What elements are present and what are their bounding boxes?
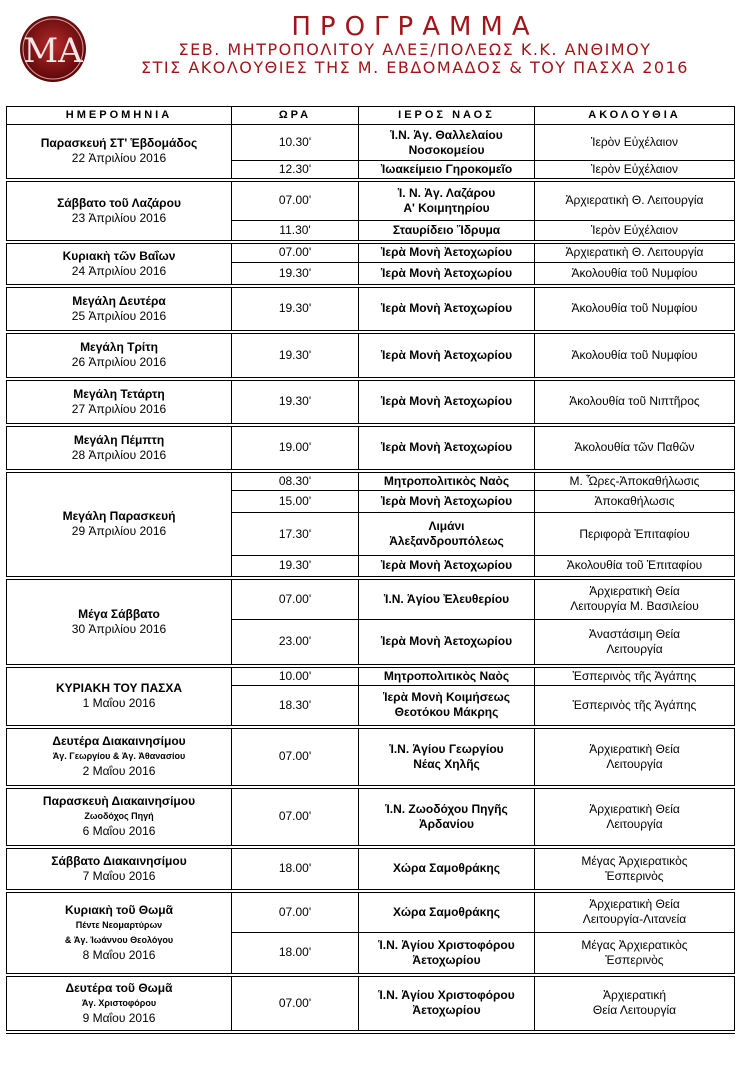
service-cell [535, 513, 735, 556]
church-line: Ἱ.Ν. Ἁγίου Γεωργίου [389, 741, 504, 756]
service-line: Ἀρχιερατικὴ Θ. Λειτουργία [565, 245, 704, 260]
day-name: Δευτέρα Διακαινησίμου [52, 734, 186, 748]
day-cell [7, 286, 232, 332]
table-row [7, 379, 735, 425]
service-cell [535, 686, 735, 727]
church-line: Ἱ.Ν. Ἁγίου Ἐλευθερίου [383, 591, 510, 606]
church-cell [359, 666, 535, 686]
service-line: Ἀναστάσιμη Θεία [588, 626, 681, 641]
day-feast: Ζωοδόχος Πηγή [84, 811, 154, 821]
time-cell: 19.30' [232, 332, 359, 379]
time-cell: 07.00' [232, 242, 359, 263]
time-cell: 07.00' [232, 180, 359, 221]
service-line: Ἑσπερινὸς [605, 952, 664, 967]
service-line: Μ. Ὧρες-Ἀποκαθήλωσις [569, 473, 700, 488]
day-name: Δευτέρα τοῦ Θωμᾶ [65, 980, 173, 995]
table-row [7, 847, 735, 891]
time-cell: 07.00' [232, 578, 359, 620]
church-line: Ἰωακείμειο Γηροκομεῖο [380, 161, 513, 176]
table-row [7, 242, 735, 263]
day-name: Μεγάλη Δευτέρα [72, 293, 166, 308]
day-cell [7, 975, 232, 1032]
church-cell [359, 221, 535, 242]
church-cell [359, 471, 535, 491]
church-cell [359, 975, 535, 1032]
church-line: Ἀλεξανδρουπόλεως [389, 534, 504, 548]
church-line: Σταυρίδειο Ἵδρυμα [392, 222, 501, 237]
day-date: 28 Ἀπριλίου 2016 [71, 447, 167, 462]
church-line: Θεοτόκου Μάκρης [394, 705, 499, 720]
service-line: Ἱερὸν Εὐχέλαιον [591, 135, 678, 149]
church-line: Ἱερὰ Μονὴ Ἀετοχωρίου [380, 301, 513, 315]
table-row [7, 286, 735, 332]
service-line: Λειτουργία Μ. Βασιλείου [570, 599, 699, 614]
day-cell [7, 471, 232, 578]
church-line: Ἱερὰ Μονὴ Ἀετοχωρίου [380, 245, 513, 260]
church-line: Ἱ.Ν. Ἁγ. Θαλλελαίου [390, 127, 503, 142]
church-line: Ἱ.Ν. Ἁγίου Χριστοφόρου [378, 988, 515, 1002]
service-line: Λειτουργία [606, 641, 663, 656]
document-title [100, 14, 730, 76]
table-row [7, 578, 735, 620]
time-cell: 11.30' [232, 221, 359, 242]
table-row [7, 975, 735, 1032]
title-line-3: ΣΤΙΣ ΑΚΟΛΟΥΘΙΕΣ ΤΗΣ Μ. ΕΒΔΟΜΑΔΟΣ & ΤΟΥ ΠΑΣΧΑ 2016 [141, 58, 689, 77]
church-line: Ἱερὰ Μονὴ Κοιμήσεως [382, 690, 510, 705]
service-cell [535, 263, 735, 286]
church-cell [359, 242, 535, 263]
service-cell [535, 975, 735, 1032]
service-line: Μέγας Ἀρχιερατικὸς [581, 937, 688, 952]
church-line: Ἀετοχωρίου [412, 1003, 481, 1017]
day-cell [7, 666, 232, 727]
day-date: 7 Μαΐου 2016 [82, 868, 156, 883]
service-line: Ἀκολουθία τοῦ Νυμφίου [571, 347, 698, 362]
day-date: 9 Μαΐου 2016 [82, 1010, 156, 1025]
service-line: Θεία Λειτουργία [592, 1003, 677, 1017]
day-date: 29 Ἀπριλίου 2016 [71, 524, 167, 538]
service-cell [535, 787, 735, 847]
day-date: 24 Ἀπριλίου 2016 [71, 263, 167, 278]
church-cell [359, 125, 535, 161]
time-cell: 10.00' [232, 666, 359, 686]
header [0, 0, 739, 95]
day-name: Μεγάλη Παρασκευή [62, 509, 176, 523]
day-cell [7, 847, 232, 891]
time-cell: 18.00' [232, 847, 359, 891]
table-row [7, 332, 735, 379]
church-cell [359, 578, 535, 620]
service-line: Περιφορὰ Ἐπιταφίου [579, 526, 690, 541]
table-row [7, 125, 735, 161]
church-line: Λιμάνι [428, 519, 465, 533]
time-cell: 07.00' [232, 891, 359, 933]
church-line: Ἀετοχωρίου [412, 952, 481, 967]
service-cell [535, 180, 735, 221]
day-cell [7, 125, 232, 180]
service-line: Ἀρχιερατικὴ Θεία [589, 801, 680, 816]
church-cell [359, 161, 535, 180]
day-name: Μεγάλη Πέμπτη [73, 432, 165, 447]
day-name: ΚΥΡΙΑΚΗ ΤΟΥ ΠΑΣΧΑ [56, 681, 182, 695]
service-line: Ἀκολουθία τοῦ Νιπτῆρος [569, 394, 700, 408]
table-header-row [7, 107, 735, 125]
church-cell [359, 727, 535, 787]
day-date: 26 Ἀπριλίου 2016 [71, 355, 167, 369]
church-line: Μητροπολιτικὸς Ναὸς [383, 473, 510, 488]
service-line: Ἀποκαθήλωσις [594, 494, 675, 508]
service-cell [535, 491, 735, 513]
church-line: Χώρα Σαμοθράκης [393, 904, 500, 919]
service-line: Ἀρχιερατική [603, 988, 666, 1002]
day-feast: Ἁγ. Γεωργίου & Ἁγ. Ἀθανασίου [52, 751, 186, 761]
service-cell [535, 332, 735, 379]
time-cell: 12.30' [232, 161, 359, 180]
table-row [7, 787, 735, 847]
day-date: 30 Ἀπριλίου 2016 [71, 621, 167, 636]
church-cell [359, 847, 535, 891]
church-line: Ἱ.Ν. Ζωοδόχου Πηγῆς [385, 801, 508, 816]
church-line: Ἱερὰ Μονὴ Ἀετοχωρίου [380, 440, 513, 454]
day-date: 27 Ἀπριλίου 2016 [71, 401, 167, 416]
day-name: Σάββατο Διακαινησίμου [51, 853, 187, 868]
service-line: Ἀρχιερατικὴ Θεία [589, 897, 680, 912]
time-cell: 15.00' [232, 491, 359, 513]
church-line: Χώρα Σαμοθράκης [393, 861, 500, 875]
day-feast: & Ἁγ. Ἰωάννου Θεολόγου [64, 934, 174, 945]
day-cell [7, 242, 232, 286]
day-name: Κυριακὴ τῶν Βαΐων [62, 248, 176, 263]
day-date: 1 Μαΐου 2016 [82, 696, 156, 710]
service-line: Ἑσπερινὸς τῆς Ἀγάπης [572, 668, 697, 683]
time-cell: 07.00' [232, 727, 359, 787]
service-line: Λειτουργία [606, 756, 663, 771]
day-cell [7, 578, 232, 666]
service-cell [535, 891, 735, 933]
church-line: Ἱερὰ Μονὴ Ἀετοχωρίου [380, 265, 513, 280]
church-line: Μητροπολιτικὸς Ναὸς [383, 668, 510, 683]
church-cell [359, 286, 535, 332]
day-date: 6 Μαΐου 2016 [82, 824, 156, 838]
service-cell [535, 578, 735, 620]
church-cell [359, 425, 535, 471]
church-cell [359, 263, 535, 286]
col-header-time: ΩΡΑ [232, 107, 359, 125]
time-cell: 19.30' [232, 556, 359, 578]
service-cell [535, 620, 735, 666]
day-date: 23 Ἀπριλίου 2016 [71, 210, 167, 225]
time-cell: 18.00' [232, 933, 359, 975]
service-line: Ἀκολουθία τοῦ Ἐπιταφίου [566, 558, 703, 573]
church-cell [359, 513, 535, 556]
church-cell [359, 332, 535, 379]
title-line-2: ΣΕΒ. ΜΗΤΡΟΠΟΛΙΤΟΥ ΑΛΕΞ/ΠΟΛΕΩΣ Κ.Κ. ΑΝΘΙΜΟΥ [178, 40, 652, 59]
service-cell [535, 847, 735, 891]
schedule-body [7, 125, 735, 1032]
church-line: Ἱερὰ Μονὴ Ἀετοχωρίου [380, 634, 513, 649]
day-cell [7, 332, 232, 379]
service-cell [535, 425, 735, 471]
day-date: 2 Μαΐου 2016 [82, 764, 156, 778]
service-cell [535, 556, 735, 578]
service-line: Λειτουργία [606, 816, 663, 831]
metropolis-logo-icon [18, 14, 88, 84]
church-line: Ἱερὰ Μονὴ Ἀετοχωρίου [380, 558, 513, 573]
day-name: Κυριακὴ τοῦ Θωμᾶ [65, 902, 173, 917]
time-cell: 17.30' [232, 513, 359, 556]
service-line: Ἀρχιερατικὴ Θεία [589, 584, 680, 599]
day-cell [7, 425, 232, 471]
church-line: Ἱ. Ν. Ἁγ. Λαζάρου [397, 185, 496, 200]
church-line: Ἱερὰ Μονὴ Ἀετοχωρίου [380, 494, 513, 508]
col-header-date: ΗΜΕΡΟΜΗΝΙΑ [7, 107, 232, 125]
logo-letters: ΜΑ [23, 31, 83, 71]
church-cell [359, 491, 535, 513]
service-cell [535, 379, 735, 425]
service-line: Ἑσπερινὸς τῆς Ἀγάπης [572, 697, 697, 712]
table-row [7, 180, 735, 221]
day-name: Παρασκευὴ Διακαινησίμου [42, 794, 196, 808]
day-date: 8 Μαΐου 2016 [82, 947, 156, 962]
table-row [7, 425, 735, 471]
table-row [7, 471, 735, 491]
time-cell: 07.00' [232, 975, 359, 1032]
time-cell: 19.30' [232, 379, 359, 425]
service-cell [535, 666, 735, 686]
table-row [7, 727, 735, 787]
day-cell [7, 379, 232, 425]
church-cell [359, 933, 535, 975]
time-cell: 07.00' [232, 787, 359, 847]
time-cell: 18.30' [232, 686, 359, 727]
service-cell [535, 125, 735, 161]
time-cell: 23.00' [232, 620, 359, 666]
church-cell [359, 180, 535, 221]
time-cell: 19.30' [232, 286, 359, 332]
day-cell [7, 891, 232, 975]
time-cell: 08.30' [232, 471, 359, 491]
schedule-table [6, 106, 735, 1034]
day-name: Μέγα Σάββατο [78, 606, 160, 621]
service-line: Μέγας Ἀρχιερατικὸς [581, 853, 688, 868]
church-cell [359, 379, 535, 425]
time-cell: 10.30' [232, 125, 359, 161]
church-line: Νέας Χηλῆς [413, 756, 480, 771]
church-line: Α' Κοιμητηρίου [403, 200, 490, 215]
day-feast: Πέντε Νεομαρτύρων [75, 919, 163, 930]
service-cell [535, 286, 735, 332]
table-row [7, 891, 735, 933]
church-cell [359, 891, 535, 933]
service-cell [535, 933, 735, 975]
col-header-service: ΑΚΟΛΟΥΘΙΑ [535, 107, 735, 125]
service-line: Ἀκολουθία τοῦ Νυμφίου [571, 301, 698, 315]
day-name: Μεγάλη Τρίτη [80, 340, 158, 354]
church-cell [359, 620, 535, 666]
church-cell [359, 556, 535, 578]
day-name: Παρασκευή ΣΤ' Ἑβδομάδος [40, 136, 198, 151]
day-date: 22 Ἀπριλίου 2016 [71, 151, 167, 166]
table-row [7, 666, 735, 686]
church-line: Ἱερὰ Μονὴ Ἀετοχωρίου [380, 394, 513, 408]
day-cell [7, 727, 232, 787]
service-line: Ἀκολουθία τοῦ Νυμφίου [571, 265, 698, 280]
church-cell [359, 787, 535, 847]
time-cell: 19.00' [232, 425, 359, 471]
day-name: Σάββατο τοῦ Λαζάρου [57, 195, 181, 210]
church-line: Ἱερὰ Μονὴ Ἀετοχωρίου [380, 347, 513, 362]
service-cell [535, 727, 735, 787]
service-line: Ἱερὸν Εὐχέλαιον [591, 161, 678, 176]
service-cell [535, 161, 735, 180]
day-cell [7, 787, 232, 847]
service-line: Ἀρχιερατικὴ Θ. Λειτουργία [565, 193, 704, 208]
day-cell [7, 180, 232, 242]
service-line: Λειτουργία-Λιτανεία [582, 912, 687, 927]
day-feast: Ἁγ. Χριστοφόρου [81, 997, 157, 1008]
church-line: Νοσοκομείου [408, 142, 485, 157]
service-line: Ἀκολουθία τῶν Παθῶν [574, 440, 695, 454]
time-cell: 19.30' [232, 263, 359, 286]
day-name: Μεγάλη Τετάρτη [73, 386, 165, 401]
service-line: Ἀρχιερατικὴ Θεία [589, 741, 680, 756]
col-header-church: ΙΕΡΟΣ ΝΑΟΣ [359, 107, 535, 125]
service-cell [535, 471, 735, 491]
church-cell [359, 686, 535, 727]
church-line: Ἱ.Ν. Ἁγίου Χριστοφόρου [378, 937, 515, 952]
service-cell [535, 221, 735, 242]
service-cell [535, 242, 735, 263]
title-main: ΠΡΟΓΡΑΜΜΑ [291, 12, 539, 42]
service-line: Ἑσπερινὸς [605, 868, 664, 883]
day-date: 25 Ἀπριλίου 2016 [71, 308, 167, 323]
church-line: Ἀρδανίου [418, 816, 475, 831]
service-line: Ἱερὸν Εὐχέλαιον [591, 222, 678, 237]
